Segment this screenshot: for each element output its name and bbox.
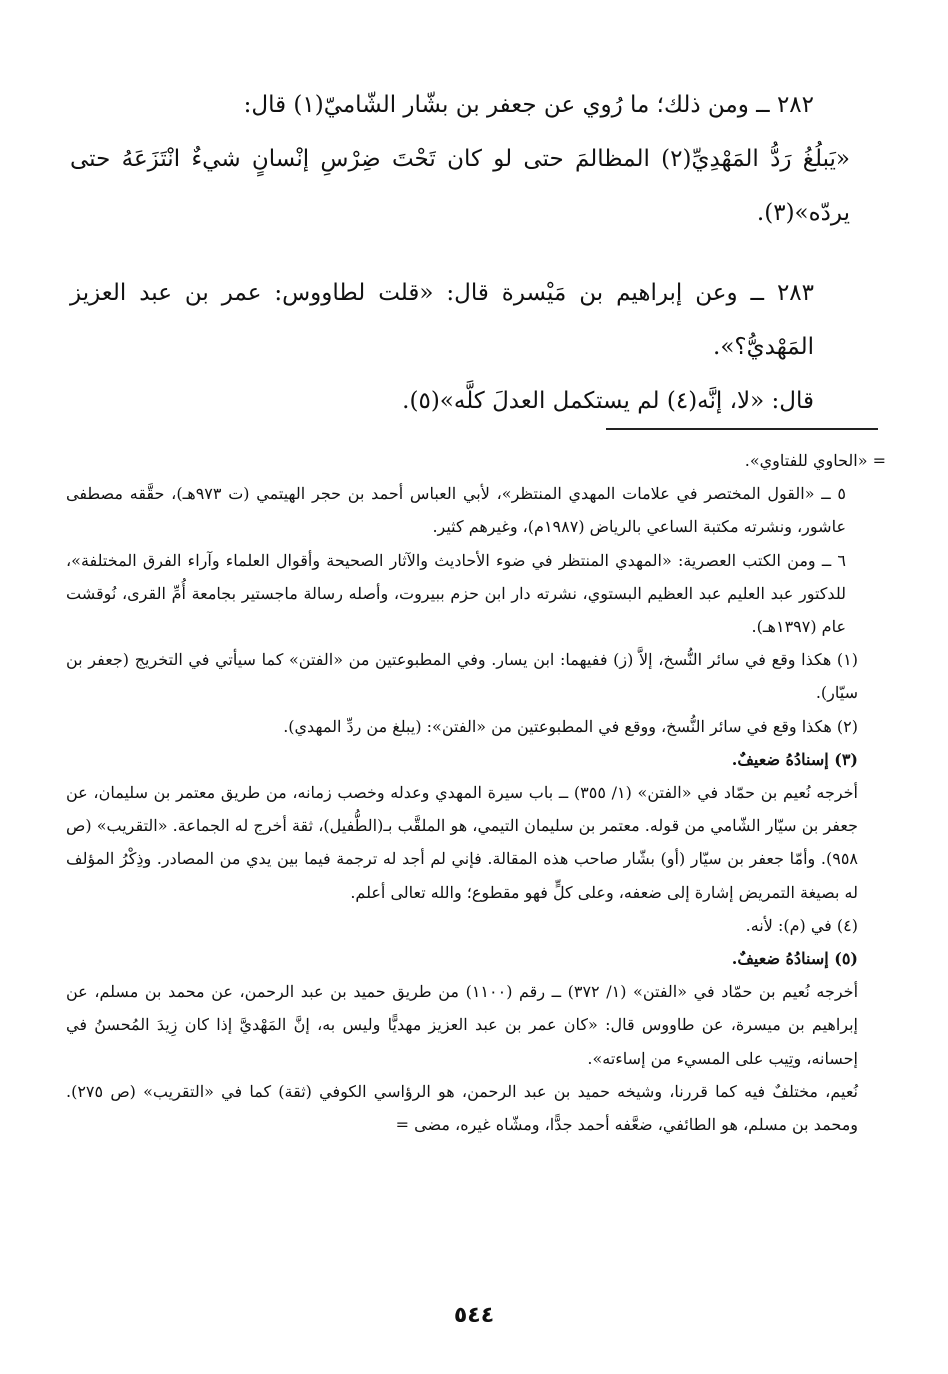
footnote-5-continued: نُعيم، مختلفٌ فيه كما قررنا، وشيخه حميد بن عبد الرحمن، هو الرؤاسي الكوفي (ثقة) كما في «التقريب» (ص ٢٧٥). ومحمد بن مسلم، هو الطائفي، ضعَّفه أحمد جدًّا، ومشّاه غيره، مضى = <box>66 1081 858 1135</box>
footnote-4: (٤) في (م): لأنه. <box>745 915 858 935</box>
footnote-5-body: أخرجه نُعيم بن حمّاد في «الفتن» (١/ ٣٧٢) ــ رقم (١١٠٠) من طريق حميد بن عبد الرحمن، عن محمد بن مسلم، عن إبراهيم بن ميسرة، عن طاووس قال: «كان عمر بن عبد العزيز مهديًّا وليس به، إنَّ المَهْديَّ إذا كان زِيدَ المُحسنُ في إحسانه، وتِيب على المسيء من إساءته». <box>66 982 859 1068</box>
footnote-continuation: = «الحاوي للفتاوي». <box>744 451 886 470</box>
main-text <box>70 78 850 428</box>
paragraph-283: ٢٨٣ ــ وعن إبراهيم بن مَيْسرة قال: «قلت لطاووس: عمر بن عبد العزيز المَهْديُّ؟». <box>70 280 814 360</box>
footnote-1: (١) هكذا وقع في سائر النُّسخ، إلاَّ (ز) ففيهما: ابن يسار. وفي المطبوعتين من «الفتن» كما سيأتي في التخريج (جعفر بن سيّار). <box>66 650 858 703</box>
page-number: ٥٤٤ <box>453 1303 495 1328</box>
paragraph-282-quote: «يَبلُغُ رَدُّ المَهْدِيِّ(٢) المظالمَ حتى لو كان تَحْتَ ضِرْسِ إنْسانٍ شيءٌ انْتَزَعَهُ حتى يردّه»(٣). <box>70 146 850 226</box>
footnote-separator <box>606 428 878 430</box>
footnote-3-heading: (٣) إسنادُهُ ضعيفٌ. <box>731 749 858 769</box>
footnote-5-heading: (٥) إسنادُهُ ضعيفٌ. <box>731 949 858 969</box>
footnotes <box>66 444 886 1141</box>
footnote-3-body: أخرجه نُعيم بن حمّاد في «الفتن» (١/ ٣٥٥) ــ باب سيرة المهدي وعدله وخصب زمانه، من طريق معتمر بن سليمان، عن جعفر بن سيّار الشّامي من قوله. معتمر بن سليمان التيمي، هو الملقَّب بـ(الطُّفيل)، ثقة أخرج له الجماعة. «التقريب» (ص ٩٥٨). وأمّا جعفر بن سيّار (أو) بشّار صاحب هذه المقالة. فإني لم أجد له ترجمة فيما بين يدي من المصادر. وذِكْرُ المؤلف له بصيغة التمريض إشارة إلى ضعفه، وعلى كلٍّ فهو مقطوع؛ والله تعالى أعلم. <box>66 783 859 902</box>
paragraph-283-answer: قال: «لا، إنَّه(٤) لم يستكمل العدلَ كلَّه»(٥). <box>402 388 814 414</box>
footnote-item-6: ٦ ــ ومن الكتب العصرية: «المهدي المنتظر في ضوء الأحاديث والآثار الصحيحة وأقوال العلماء وآراء الفرق المختلفة»، للدكتور عبد العليم عبد العظيم البستوي، نشرته دار ابن حزم ببيروت، وأصله رسالة ماجستير بجامعة أُمِّ القرى، نُوقشت عام (١٣٩٧هـ). <box>66 550 846 637</box>
footnote-item-5: ٥ ــ «القول المختصر في علامات المهدي المنتظر»، لأبي العباس أحمد بن حجر الهيتمي (ت ٩٧٣هـ)، حقَّقه مصطفى عاشور، ونشرته مكتبة الساعي بالرياض (١٩٨٧م)، وغيرهم كثير. <box>66 484 846 537</box>
footnote-2: (٢) هكذا وقع في سائر النُّسخ، ووقع في المطبوعتين من «الفتن»: (يبلغ من ردِّ المهدي). <box>283 716 858 736</box>
paragraph-282: ٢٨٢ ــ ومن ذلك؛ ما رُوي عن جعفر بن بشّار الشّاميّ(١) قال: <box>243 92 814 118</box>
